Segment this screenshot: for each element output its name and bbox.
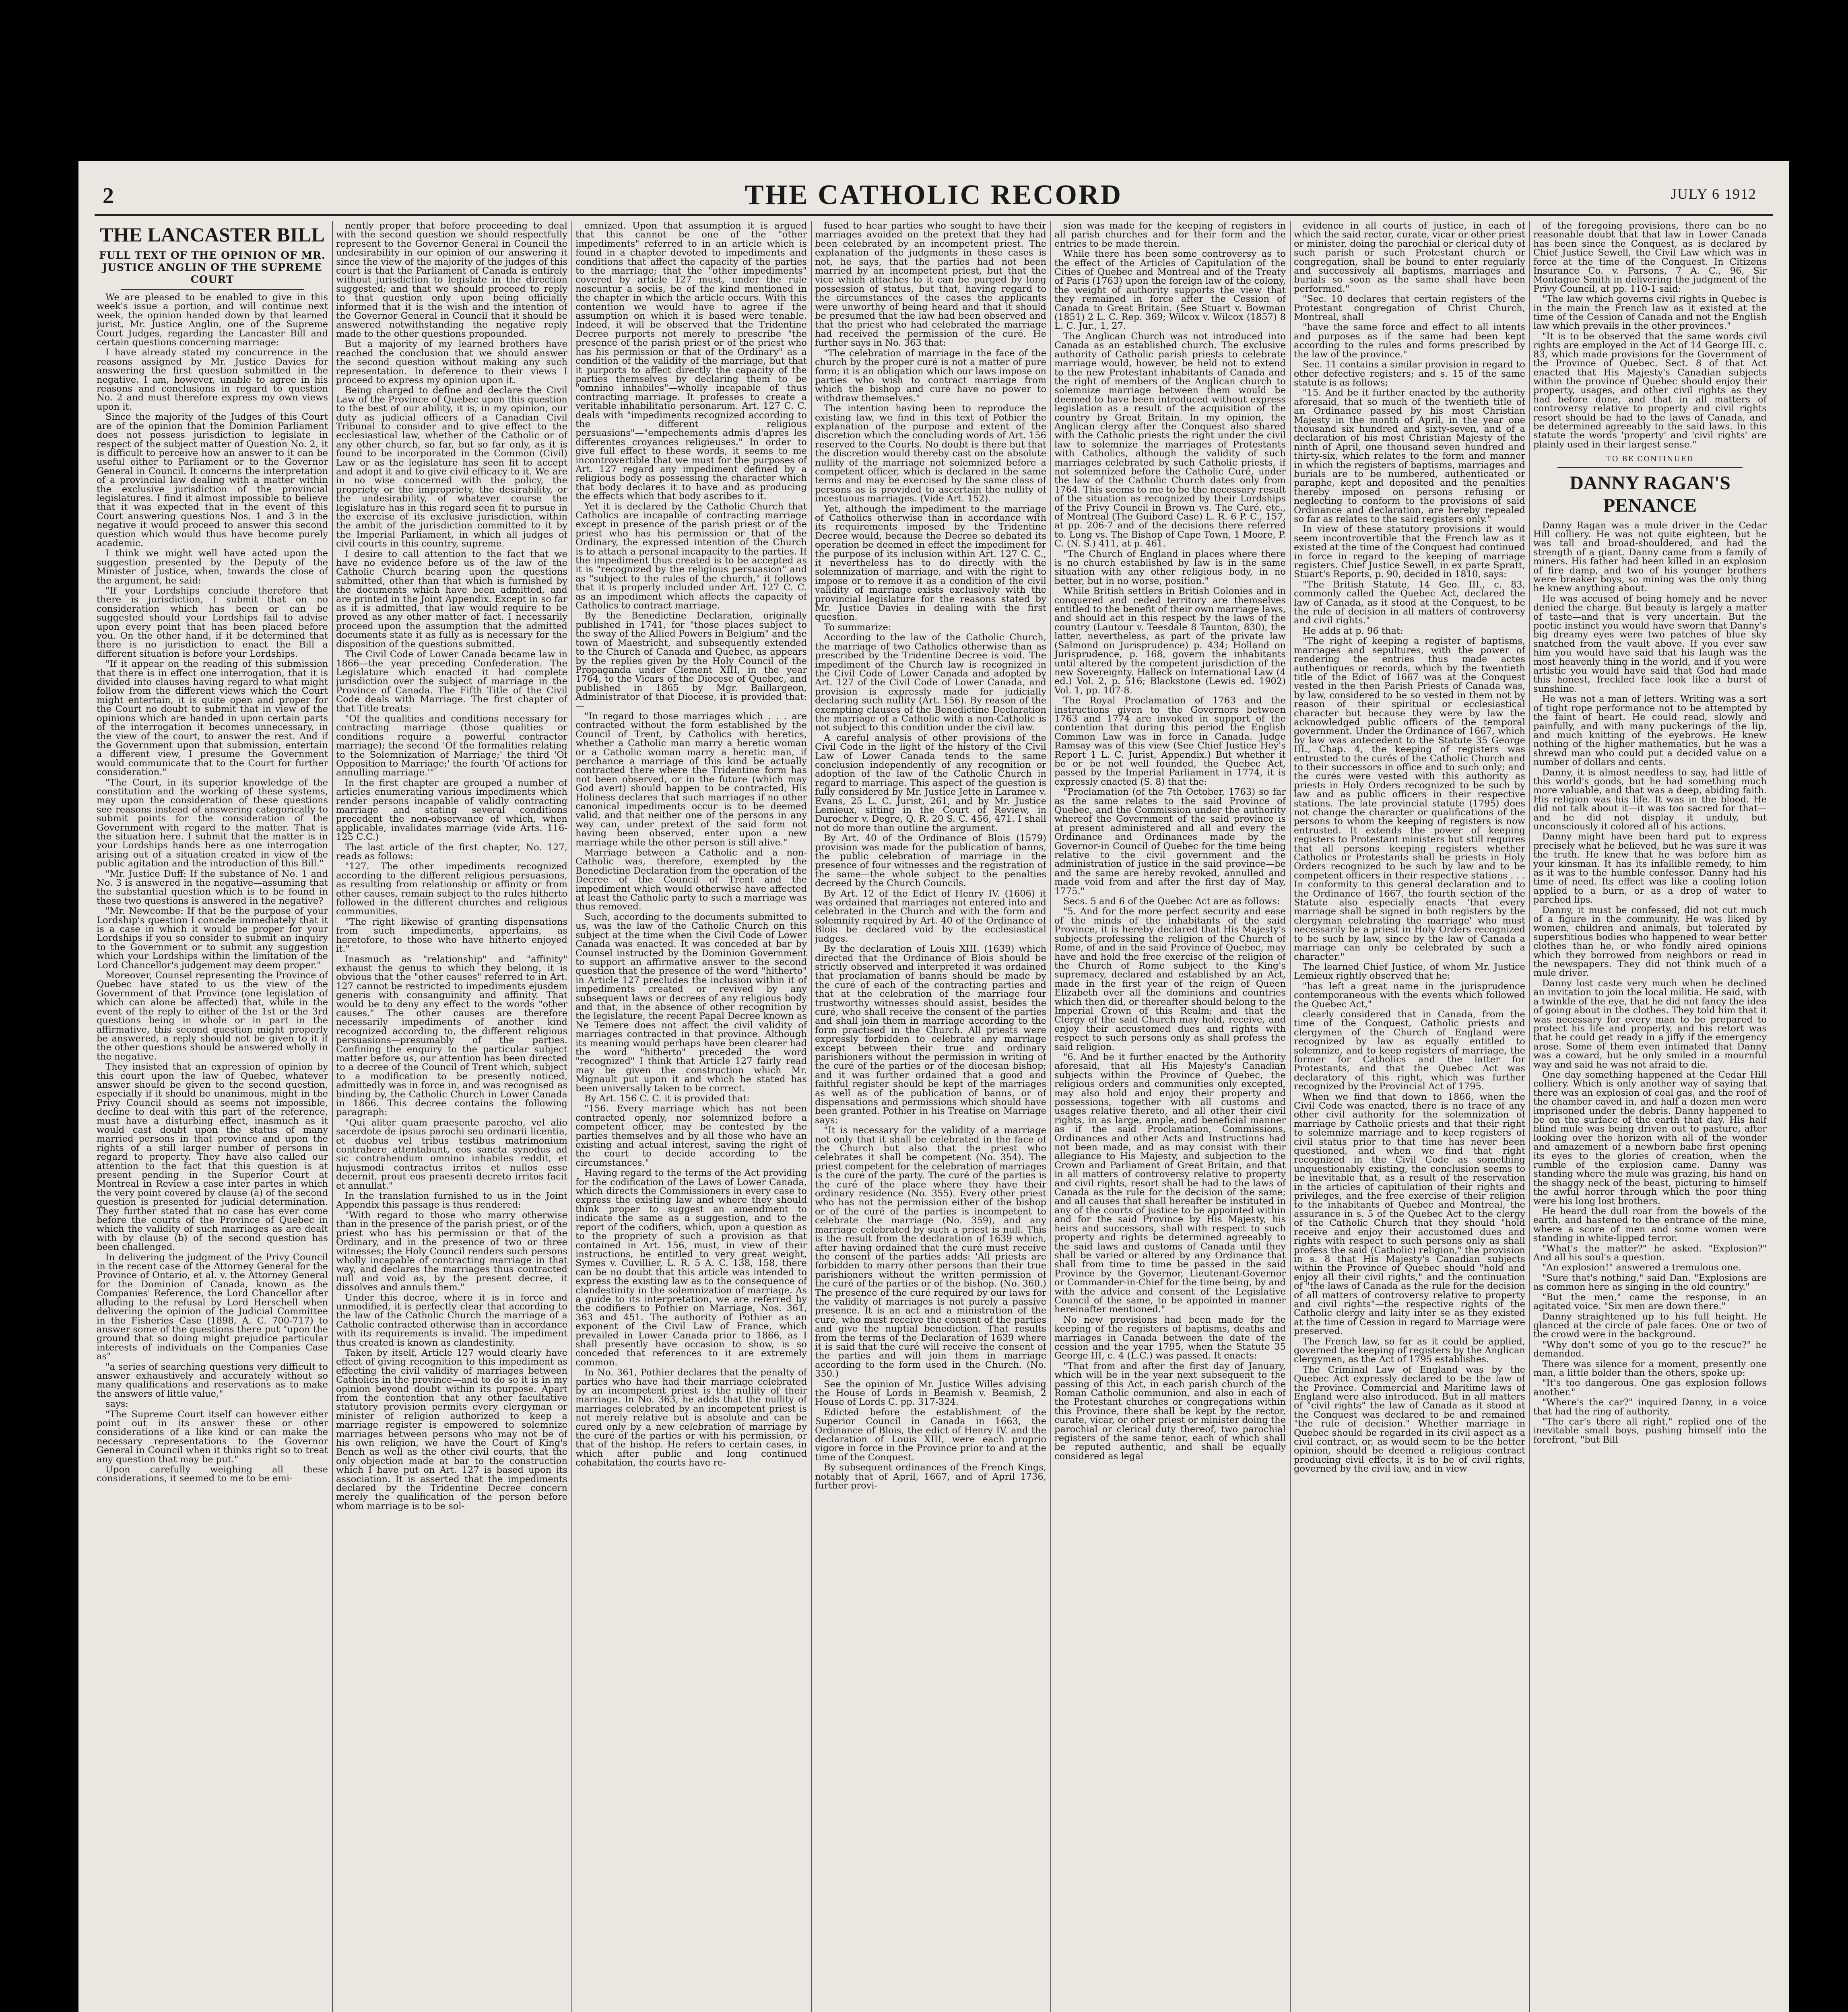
paragraph: Under this decree, where it is in force and unmodified, it is perfectly clear that according to the law of the Catholic Church the marriage of a Catholic contracted otherwise than in accordance with its requirements is invalid. The impediment thus created is known as clandestinity. bbox=[336, 1292, 567, 1348]
paragraph: "Mr. Justice Duff: If the substance of No. 1 and No. 3 is answered in the negative—assuming that the substantial question which is to be found in these two questions is answered in the negative? bbox=[97, 868, 328, 906]
to-be-continued: TO BE CONTINUED bbox=[1606, 455, 1694, 464]
paragraph: When we find that down to 1866, when the Civil Code was enacted, there is no trace of any other civil authority for the solemnization of marriage by Catholic priests and that their right to solemnize marriage and to keep registers of civil status prior to that time has never been questioned, and when we find that right recognized in the Civil Code as something unquestionably existing, the conclusion seems to be inevitable that, as a result of the reservation in the articles of capitulation of their rights and privileges, and the free exercise of their religion to the inhabitants of Quebec and Montreal, the assurance in s. 5 of the Quebec Act to the clergy of the Catholic Church that they should "hold receive and enjoy their accustomed dues and rights with respect to such persons only as shall profess the said (Catholic) religion," the provision in s. 8 that His Majesty's Canadian subjects within the Province of Quebec should "hold and enjoy all their civil rights," and the continuation of "the laws of Canada as the rule for the decision of all matters of controversy relative to property and civil rights"—the respective rights of the Catholic clergy and laity inter se as they existed at the time of Cession in regard to Marriage were preserved. bbox=[1294, 1091, 1525, 1337]
paragraph: Yet, although the impediment to the marriage of Catholics otherwise than in accordance with its requirements imposed by the Tridentine Decree would, because the Decree so debated its operation be deemed in effect the impediment for the purpose of its inclusion within Art. 127 C. C., it nevertheless has to do directly with the solemnization of marriage, and with the right to impose or to remove it as a condition of the civil validity of marriage exists exclusively with the provincial legislature for the reasons stated by Mr. Justice Davies in dealing with the first question. bbox=[815, 503, 1046, 623]
paragraph: Edicted before the establishment of the Superior Council in Canada in 1663, the Ordinance of Blois, the edict of Henry IV. and the declaration of Louis XIII, were each proprio vigore in force in the Province prior to and at the time of the Conquest. bbox=[815, 1407, 1046, 1463]
paragraph: According to the law of the Catholic Church, the marriage of two Catholics otherwise than as prescribed by the Tridentine Decree is void. The impediment of the Church law is recognized in the Civil Code of Lower Canada and adopted by Art. 127 of the Civil Code of Lower Canada, and provision is expressly made for judicially declaring such nullity (Art. 156). By reason of the exempting clauses of the Benedictine Declaration the marriage of a Catholic with a non-Catholic is not subject to this condition under the civil law. bbox=[815, 632, 1046, 733]
paragraph: The learned Chief Justice, of whom Mr. Justice Lemieux rightly observed that he: bbox=[1294, 961, 1525, 981]
column-divider bbox=[1050, 221, 1051, 2012]
paragraph: Moreover, Counsel representing the Province of Quebec have stated to us the view of the Government of that Province (one legislation of which can alone be affected) that, while in the event of the reply to either of the 1st or the 3rd questions being in whole or in part in the affirmative, this second question might properly be answered, a reply should not be given to it if the other questions should be answered wholly in the negative. bbox=[97, 970, 328, 1062]
paragraph: "If it appear on the reading of this submission that there is in effect one interrogation, that it is divided into clauses having regard to what might follow from the different views which the Court might entertain, it is quite open and proper for the Court no doubt to submit that in view of the opinions which are handed in upon certain parts of the interrogation it becomes unnecessary, in the view of the court, to answer the rest. And if the Government upon that submission, entertain a different view, I presume the Government would communicate that to the Court for further consideration." bbox=[97, 659, 328, 778]
paragraph: I desire to call attention to the fact that we have no evidence before us of the law of the Catholic Church bearing upon the questions submitted, other than that which is furnished by the documents which have been admitted, and are printed in the Joint Appendix. Except in so far as it is admitted, that law would require to be proved as any other matter of fact. I necessarily proceed upon the assumption that the admitted documents state it as fully as is necessary for the disposition of the questions submitted. bbox=[336, 548, 567, 649]
paragraph: Danny, it is almost needless to say, had little of this world's goods, but he had something much more valuable, and that was a deep, abiding faith. His religion was his life. It was in the blood. He did not talk about it—it was too sacred for that—and he did not display it unduly, but unconsciously it colored all of his actions. bbox=[1533, 767, 1767, 832]
paragraph: "It is to be observed that the same words civil rights are employed in the Act of 14 George III. c. 83, which made provisions for the Government of the Province of Quebec. Sect. 8 of that Act enacted that His Majesty's Canadian subjects within the province of Quebec should enjoy their property, usages, and other civil rights as they had before done, and that in all matters of controversy relative to property and civil rights resort should be had to the laws of Canada, and be determined agreeably to the said laws. In this statute the words 'property' and 'civil rights' are plainly used in their largest sense." bbox=[1533, 331, 1767, 450]
paragraph: The last article of the first chapter, No. 127, reads as follows: bbox=[336, 842, 567, 862]
paragraph: sion was made for the keeping of registers in all parish churches and for their form and the entries to be made therein. bbox=[1054, 221, 1286, 249]
paragraph: "In regard to those marriages which . . . are contracted without the form established by the Council of Trent, by Catholics with heretics, whether a Catholic man marry a heretic woman or a Catholic woman marry a heretic man, if perchance a marriage of this kind be actually contracted there where the Tridentine form has not been observed, or in the future (which may God avert) should happen to be contracted, His Holiness declares that such marriages if no other canonical impediments occur is to be deemed valid, and that neither one of the persons in any way can, under pretext of the said form not having been observed, enter upon a new marriage while the other person is still alive." bbox=[575, 711, 807, 848]
issue-date: JULY 6 1912 bbox=[1671, 186, 1757, 202]
paragraph: "An explosion!" answered a tremulous one. bbox=[1542, 1262, 1741, 1273]
paragraph: "Sec. 10 declares that certain registers of the Protestant congregation of Christ Church, Montreal, shall bbox=[1294, 294, 1525, 323]
paragraph: He adds at p. 96 that: bbox=[1303, 625, 1403, 636]
column-body-top bbox=[1533, 221, 1767, 449]
paragraph: Inasmuch as "relationship" and "affinity" exhaust the genus to which they belong, it is obvious that the "other causes" referred to in Art. 127 cannot be restricted to impediments ejusdem generis with consanguinity and affinity. That would be to deny any effect to the words "other causes." The other causes are therefore necessarily impediments of another kind recognized according to, the different religious persuasions—presumably of the parties. Confining the enquiry to the particular subject matter before us, our attention has been directed to a decree of the Council of Trent which, subject to a modification to be presently noticed, admittedly was in force in, and was recognised as binding by, the Catholic Church in Lower Canada in 1866. This decree contains the following paragraph: bbox=[336, 954, 567, 1118]
paragraph: "has left a great name in the jurisprudence contemporaneous with the events which followed the Quebec Act," bbox=[1294, 981, 1525, 1010]
column-divider bbox=[811, 221, 812, 2012]
column-body bbox=[1054, 221, 1286, 1461]
paragraph: Danny, it must be confessed, did not cut much of a figure in the community. He was liked by women, children and animals, but tolerated by superstitious bodies who happened to wear better clothes than he, or who fondly aired opinions which they borrowed from neighbors or read in the newspapers. They did not think much of a mule driver. bbox=[1533, 905, 1767, 979]
article-subhead: FULL TEXT OF THE OPINION OF MR. JUSTICE ANGLIN OF THE SUPREME COURT bbox=[99, 249, 326, 285]
paragraph: But a majority of my learned brothers have reached the conclusion that we should answer the second question without making any such representation. In deference to their views I proceed to express my opinion upon it. bbox=[336, 339, 567, 385]
paragraph: By Art. 40 of the Ordinance of Blois (1579) provision was made for the publication of banns, the public celebration of marriage in the presence of four witnesses and the registration of the same—the whole subject to the penalties decreed by the Church Councils. bbox=[815, 833, 1046, 889]
paragraph: "The Court, in its superior knowledge of the constitution and the working of these systems, may upon the consideration of these questions see reasons instead of answering categorically to submit points for the consideration of the Government with regard to the matter. That is the situation here. I submit that the matter is in your Lordships hands here as one interrogation arising out of a situation created in view of the public agitation and the introduction of this Bill." bbox=[97, 777, 328, 869]
paragraph: Danny straightened up to his full height. He glanced at the circle of pale faces. One or two of the crowd were in the background. bbox=[1533, 1311, 1767, 1340]
paragraph: "Where's the car?" inquired Danny, in a voice that had the ring of authority. bbox=[1533, 1397, 1767, 1417]
column-body bbox=[815, 221, 1046, 1490]
newspaper-title: THE CATHOLIC RECORD bbox=[745, 179, 1123, 210]
column-5 bbox=[1054, 221, 1286, 2012]
paragraph: While British settlers in British Colonies and in conquered and ceded territory are themselves entitled to the benefit of their own marriage laws, and should act in this respect by the laws of the country (Lautour v. Teesdale 8 Taunton, 830), the latter, nevertheless, as part of the private law (Salmond on Jurisprudence) p. 434; Holland on Jurisprudence, p. 168, govern the inhabitants until altered by the competent jurisdiction of the new Sovereignty. Halleck on International Law (4 ed.) Vol. 2, p. 516; Blackstone (Lewis ed. 1902) Vol. 1, pp. 107-8. bbox=[1054, 586, 1286, 696]
column-3 bbox=[575, 221, 807, 2012]
paragraph: Danny Ragan was a mule driver in the Cedar Hill colliery. He was not quite eighteen, but he was tall and broad-shouldered, and had the strength of a giant. Danny came from a family of miners. His father had been killed in an explosion of fire damp, and two of his younger brothers were breaker boys, so mining was the only thing he knew anything about. bbox=[1533, 520, 1767, 594]
paragraph: There was silence for a moment, presently one man, a little bolder than the others, spoke up: bbox=[1533, 1359, 1767, 1378]
masthead-rule bbox=[95, 214, 1773, 216]
paragraph: nently proper that before proceeding to deal with the second question we should respectfully represent to the Governor General in Council the undesirability in our opinion of our answering it since the view of the majority of the judges of this court is that the Parliament of Canada is entirely without jurisdiction to legislate in the direction suggested; and that we should proceed to reply to that question only upon being officially informed that it is the wish and the intention of the Governor General in Council that it should be answered notwithstanding the negative reply made to the other questions propounded. bbox=[336, 221, 567, 339]
masthead bbox=[95, 179, 1773, 213]
paragraph: Danny lost caste very much when he declined an invitation to join the local militia. He said, with a twinkle of the eye, that he did not fancy the idea of going about in the clothes. They told him that it was necessary for every man to be prepared to protect his life and property, and his retort was that he could get ready in a jiffy if the emergency arose. Some of them even intimated that Danny was a coward, but he only smiled in a mournful way and said he was not afraid to die. bbox=[1533, 978, 1767, 1070]
paragraph: "15. And be it further enacted by the authority aforesaid, that so much of the twentieth title of an Ordinance passed by his most Christian Majesty in the month of April, in the year one thousand six hundred and sixty-seven, and of a declaration of his most Christian Majesty of the ninth of April, one thousand seven hundred and thirty-six, which relates to the form and manner in which the registers of baptisms, marriages and burials are to be numbered, authenticated or paraphe, kept and deposited and the penalties thereby imposed on persons refusing or neglecting to conform to the provisions of said Ordinance and declaration, are hereby repealed so far as relates to the said registers only." bbox=[1294, 388, 1525, 524]
paragraph: "The car's there all right," replied one of the inevitable small boys, pushing himself into the forefront, "but Bill bbox=[1533, 1416, 1767, 1445]
paragraph: In No. 361, Pothier declares that the penalty of parties who have had their marriage celebrated by an incompetent priest is the nullity of their marriage. In No. 363, he adds that the nullity of marriages celebrated by an incompetent priest is not merely relative but is absolute and can be cured only by a new celebration of marriage by the curé of the parties or with his permission, or that of the bishop. He refers to certain cases, in which after public and long continued cohabitation, the courts have re- bbox=[575, 1367, 807, 1468]
paragraph: See the opinion of Mr. Justice Willes advising the House of Lords in Beamish v. Beamish, 2 House of Lords C. pp. 317-324. bbox=[815, 1379, 1046, 1408]
story-divider bbox=[1557, 467, 1743, 468]
paragraph: Having regard to the terms of the Act providing for the codification of the Laws of Lower Canada, which directs the Commissioners in every case to express the existing law and where they should think proper to suggest an amendment to indicate the same as a suggestion, and to the report of the codifiers, which, upon a question as to the propriety of such a provision as that contained in Art. 156, must, in view of their instructions, be entitled to very great weight, Symes v. Cuvillier, L. R. 5 A. C. 138, 158, there can be no doubt that this article was intended to express the existing law as to the consequence of clandestinity in the solemnization of marriage. As a guide to its interpretation, we are referred by the codifiers to Pothier on Marriage, Nos. 361, 363 and 451. The authority of Pothier as an exponent of the Civil Law of France, which prevailed in Lower Canada prior to 1866, as I shall presently have occasion to show, is so conceded that references to it are extremely common. bbox=[575, 1168, 807, 1368]
column-body bbox=[575, 221, 807, 1468]
paragraph: "That from and after the first day of January, which will be in the year next subsequent to the passing of this Act, in each parish church of the Roman Catholic communion, and also in each of the Protestant churches or congregations within this Province, there shall be kept by the rector, curate, vicar, or other priest or minister doing the parochial or clerical duty thereof, two parochial registers of the same tenor, each of which shall be reputed authentic, and shall be equally considered as legal bbox=[1054, 1361, 1286, 1462]
newspaper-page bbox=[78, 161, 1789, 2012]
paragraph: "Mr. Newcombe: If that be the purpose of your Lordship's question I concede immediately that it is a case in which it would be proper for your Lordships if you so consider to submit an inquiry to the Government or to submit any suggestion which your Lordships within the limitation of the Lord Chancellor's judgement may deem proper." bbox=[97, 906, 328, 971]
paragraph: In delivering the judgment of the Privy Council in the recent case of the Attorney General for the Province of Ontario, et al. v. the Attorney General for the Dominion of Canada, known as the Companies' Reference, the Lord Chancellor after alluding to the refusal by Lord Herschell when delivering the opinion of the Judicial Committee in the Fisheries Case (1898, A. C. 700-717) to answer some of the questions there put "upon the ground that so doing might prejudice particular interests of individuals on the Companies Case as" bbox=[97, 1252, 328, 1362]
column-divider bbox=[1529, 221, 1530, 2012]
paragraph: While there has been some controversy as to the effect of the Articles of Capitulation of the Cities of Quebec and Montreal and of the Treaty of Paris (1763) upon the foreign law of the colony, the weight of authority supports the view that they remained in force after the Cession of Canada to Great Britain. (See Stuart v. Bowman (1851) 2 L. C. Rep. 369; Wilcox v. Wilcox (1857) 8 L. C. Jur., 1, 27. bbox=[1054, 249, 1286, 332]
paragraph: By the Benedictine Declaration, originally published in 1741, for "those places subject to the sway of the Allied Powers in Belgium" and the town of Maestricht, and subsequently extended to the Church of Canada and Quebec, as appears by the replies given by the Holy Council of the Propaganda under Clement XIII, in the year 1764, to the Vicars of the Diocese of Quebec, and published in 1865 by Mgr. Baillargeon, Administrator of that Diocese, it is provided that:— bbox=[575, 610, 807, 711]
column-body bbox=[1294, 221, 1525, 1474]
paragraph: Being charged to define and declare the Civil Law of the Province of Quebec upon this question to the best of our ability, it is, in my opinion, our duty as judicial officers of a Canadian Civil Tribunal to consider and to give effect to the ecclesiastical law, whether of the Catholic or of any other church, so far, but so far only, as it is found to be incorporated in the Common (Civil) Law or as the legislature has seen fit to accept and adopt it and to give civil efficacy to it. We are in no wise concerned with the policy, the propriety or the impropriety, the desirability, or the undesirability, of whatever course the legislature has in this regard seen fit to pursue in the exercise of its exclusive jurisdiction, within the ambit of the jurisdiction committed to it by the Imperial Parliament, in which all judges of civil courts in this country, supreme. bbox=[336, 385, 567, 549]
paragraph: I think we might well have acted upon the suggestion presented by the Deputy of the Minister of Justice, when, towards the close of the argument, he said: bbox=[97, 548, 328, 586]
paragraph: They insisted that an expression of opinion by this court upon the law of Quebec, whatever answer should be given to the second question, especially if it should be unanimous, might in the Privy Council should as seems not impossible, decline to deal with this part of the reference, must have a disturbing effect, inasmuch as it would cast doubt upon the status of many married persons in that province and upon the rights of a still larger number of persons in regard to property. They have also called our attention to the fact that this question is at present pending in the Superior Court at Montreal in Review a case inter partes in which the very point covered by clause (a) of the second question is presented for judicial determination. They further stated that no case has ever come before the courts of the Province of Quebec in which the validity of such marriages as are dealt with by clause (b) of the second question has been challenged. bbox=[97, 1062, 328, 1253]
paragraph: By Art. 156 C. C. it is provided that: bbox=[584, 1093, 750, 1104]
paragraph: "6. And be it further enacted by the Authority aforesaid, that all His Majesty's Canadian subjects within the Province of Quebec, the religious orders and communities only excepted, may also hold and enjoy their property and possessions, together with all customs and usages relative thereto, and all other their civil rights, in as large, ample, and beneficial manner as if the said Proclamation, Commissions, Ordinances and other Acts and Instructions had not been made, and as may consist with their allegiance to His Majesty, and subjection to the Crown and Parliament of Great Britain, and that in all matters of controversy relative to property and civil rights, resort shall be had to the laws of Canada as the rule for the decision of the same; and all causes that shall hereafter be instituted in any of the courts of justice to be appointed within and for the said Province by His Majesty, his heirs and successors, shall with respect to such property and rights be determined agreeably to the said laws and customs of Canada until they shall be varied or altered by any Ordinance that shall from time to time be passed in the said Province by the Governor, Lieutenant-Governor or Commander-in-Chief for the time being, by and with the advice and consent of the Legislative Council of the same, to be appointed in manner hereinafter mentioned." bbox=[1054, 1051, 1286, 1315]
paragraph: No new provisions had been made for the keeping of the registers of baptisms, deaths and marriages in Canada between the date of the cession and the year 1795, when the Statute 35 George III, c. 4 (L.C.) was passed. It enacts: bbox=[1054, 1314, 1286, 1361]
paragraph: of the foregoing provisions, there can be no reasonable doubt that that law in Lower Canada has been since the Conquest, as is declared by Chief Justice Sewell, the Civil Law which was in force at the time of the Conquest. In Citizens Insurance Co. v. Parsons, 7 A. C., 96, Sir Montague Smith in delivering the judgment of the Privy Council, at pp. 110-1 said: bbox=[1533, 221, 1767, 294]
paragraph: "The Church of England in places where there is no church established by law is in the same situation with any other religious body, in no better, but in no worse, position." bbox=[1054, 548, 1286, 586]
paragraph: Taken by itself, Article 127 would clearly have effect of giving recognition to this impediment as effecting the civil validity of marriages between Catholics in the province—and to do so it is in my opinion beyond doubt within its purpose. Apart from the contention that any other facultative statutory provision permits every clergyman or minister of religion authorized to keep a marriage register is empowered to solemnize marriages between persons who may not be of his own religion, we have the Court of King's Bench as well as the other civil courts, that the only objection made at bar to the construction which I have put on Art. 127 is based upon its association. It is asserted that the impediments declared by the Tridentine Decree concern merely the qualification of the person before whom marriage is to be sol- bbox=[336, 1347, 567, 1511]
paragraph: fused to hear parties who sought to have their marriages avoided on the pretext that they had been celebrated by an incompetent priest. The explanation of the judgments in these cases is not, he says, that the parties had not been married by an incompetent priest, but that the vice which attaches to it can be purged by long possession of status, but that, having regard to the circumstances of the cases the applicants were unworthy of being heard and that it should be presumed that the law had been observed and that the priest who had celebrated the marriage had received the permission of the curé. He further says in No. 363 that: bbox=[815, 221, 1046, 348]
paragraph: One day something happened at the Cedar Hill colliery. Which is only another way of saying that there was an explosion of coal gas, and the roof of the chamber caved in, and half a dozen men were imprisoned under the debris. Danny happened to be on the surface of the earth that day. His half blind mule was being driven out to pasture, after looking over the horizon with all of the wonder and amazement of a newborn babe first opening its eyes to the glories of creation, when the rumble of the explosion came. Danny was standing where the mule was grazing, his hand on the shaggy neck of the beast, picturing to himself the awful horror through which the poor thing were his long lost brothers. bbox=[1533, 1069, 1767, 1206]
paragraph: "127. The other impediments recognized according to the different religious persuasions, as resulting from relationship or affinity or from other causes, remain subject to the rules hitherto followed in the different churches and religious communities. bbox=[336, 861, 567, 917]
paragraph: The Anglican Church was not introduced into Canada as an established church. The exclusive authority of Catholic parish priests to celebrate marriage would, however, be held not to extend to the new Protestant inhabitants of Canada and the right of members of the Anglican church to solemnize marriage between them would be deemed to have been introduced without express legislation as a result of the acquisition of the country by Great Britain. In my opinion, the Anglican clergy after the Conquest also shared with the Catholic priests the right under the civil law to solemnize the marriages of Protestants with Catholics, although the validity of such marriages celebrated by such Catholic priests, if not solemnized before the Catholic Curé, under the law of the Catholic Church dates only from 1764. This seems to me to be the necessary result of the situation as recognized by their Lordships of the Privy Council in Brown vs. The Curé, etc., of Montreal (The Guibord Case) L. R. 6 P. C., 157, at pp. 206-7 and of the decisions there referred to. Long vs. The Bishop of Cape Town, 1 Moore, P. C. (N. S.) 411, at p. 461. bbox=[1054, 331, 1286, 549]
paragraph: "Of the qualities and conditions necessary for contracting marriage (those qualities or conditions require a powerful contractor marriage); the second 'Of the formalities relating to the Solemnization of Marriage;' the third 'Of Opposition to Marriage;' the fourth 'Of actions for annulling marriage.'" bbox=[336, 713, 567, 778]
paragraph: "have the same force and effect to all intents and purposes as if the same had been kept according to the rules and forms prescribed by the law of the province." bbox=[1294, 322, 1525, 360]
paragraph: The Royal Proclamation of 1763 and the instructions given to the Governors between 1763 and 1774 are invoked in support of the contention that during this period the English Common Law was in force in Canada. Judge Ramsay was of this view (See Chief Justice Hey's Report 1 L. C. Jurist, Appendix.) But whether it be or be not well founded, the Quebec Act, passed by the Imperial Parliament in 1774, it is expressly enacted (S. 8) that the: bbox=[1054, 695, 1286, 787]
paragraph: In the translation furnished to us in the Joint Appendix this passage is thus rendered: bbox=[336, 1191, 567, 1210]
paragraph: evidence in all courts of justice, in each of which the said rector, curate, vicar or other priest or minister, doing the parochial or clerical duty of such parish or such Protestant church or congregation, shall be bound to enter regularly and successively all baptisms, marriages and burials so soon as the same shall have been performed." bbox=[1294, 221, 1525, 294]
headline-divider bbox=[121, 289, 304, 290]
column-6 bbox=[1294, 221, 1525, 2012]
column-1 bbox=[97, 221, 328, 2012]
paragraph: clearly considered that in Canada, from the time of the Conquest, Catholic priests and clergymen of the Church of England were recognized by law as equally entitled to solemnize, and to keep registers of marriage, the former for Catholics and the latter for Protestants, and that the Quebec Act was declaratory of this right, which was further recognized by the Provincial Act of 1795. bbox=[1294, 1009, 1525, 1092]
paragraph: "Sure that's nothing," said Dan. "Explosions are as common here as singing in the old country." bbox=[1533, 1272, 1767, 1293]
paragraph: "The British Statute, 14 Geo. III., c. 83, commonly called the Quebec Act, declared the law of Canada, as it stood at the Conquest, to be the rule of decision in all matters of controversy and civil rights." bbox=[1294, 579, 1525, 626]
paragraph: "It is necessary for the validity of a marriage not only that it shall be celebrated in the face of the Church but also that the priest who celebrates it shall be competent (No. 354). The priest competent for the celebration of marriages is the curé of the party. The curé of the parties is the curé of the place where they have their ordinary residence (No. 355). Every other priest who has not the permission either of the bishop or of the curé of the parties is incompetent to celebrate the marriage (No. 359), and any marriage celebrated by such a priest is null. This is the result from the declaration of 1639 which, after having ordained that the curé must receive the consent of the parties adds: 'All priests are forbidden to marry other persons than their true parishioners without the written permission of the curé of the parties or of the bishop. (No. 360.) The presence of the curé required by our laws for the validity of marriages is not purely a passive presence. It is an act and a ministration of the curé, who must receive the consent of the parties and give the nuptial benediction. That results from the terms of the Declaration of 1639 where it is said that the curé will receive the consent of the parties and will join them in marriage according to the form used in the Church. (No. 350.) bbox=[815, 1125, 1046, 1379]
paragraph: We are pleased to be enabled to give in this week's issue a portion, and will continue next week, the opinion handed down by that learned jurist, Mr. Justice Anglin, one of the Supreme Court Judges, regarding the Lancaster Bill and certain questions concerning marriage: bbox=[97, 292, 328, 348]
paragraph: In the first chapter are grouped a number of articles enumerating various impediments which render persons incapable of validly contracting marriage and stating several conditions precedent the non-observance of which, when applicable, invalidates marriage (vide Arts. 116-125 C.C.) bbox=[336, 777, 567, 843]
column-2 bbox=[336, 221, 567, 2012]
paragraph: "But the men," came the response, in an agitated voice. "Six men are down there." bbox=[1533, 1292, 1767, 1312]
paragraph: "It's too dangerous. One gas explosion follows another." bbox=[1533, 1378, 1767, 1398]
paragraph: Upon carefully weighing all these considerations, it seemed to me to be emi- bbox=[97, 1464, 328, 1484]
paragraph: "The right likewise of granting dispensations from such impediments, appertains, as heretofore, to those who have hitherto enjoyed it." bbox=[336, 916, 567, 954]
column-body bbox=[97, 293, 328, 1483]
column-divider bbox=[571, 221, 572, 2012]
paragraph: The Criminal Law of England was by the Quebec Act expressly declared to be the law of the Province. Commercial and Maritime laws of England were also introduced. But in all matters of "civil rights" the law of Canada as it stood at the Conquest was declared to be and remained "the rule of decision." Whether marriage in Quebec should be regarded in its civil aspect as a civil contract, or, as would seem to be the better opinion, should be deemed a religious contract producing civil effects, it is to be of civil rights, governed by the civil law, and in view bbox=[1294, 1364, 1525, 1474]
paragraph: A careful analysis of other provisions of the Civil Code in the light of the history of the Civil Law of Lower Canada tends to the same conclusion independently of any recognition or adoption of the law of the Catholic Church in regard to marriage. This aspect of the question is fully considered by Mr. Justice Jette in Laramee v. Evans, 25 L. C. Jurist, 261, and by Mr. Justice Lemieux, sitting in the Court of Review, in Durocher v. Degre, Q. R. 20 S. C. 456, 471. I shall not do more than outline the argument. bbox=[815, 732, 1046, 833]
paragraph: The Civil Code of Lower Canada became law in 1866—the year preceding Confederation. The Legislature which enacted it had complete jurisdiction over the subject of marriage in the Province of Canada. The Fifth Title of the Civil Code deals with Marriage. The first chapter of that Title treats: bbox=[336, 649, 567, 714]
paragraph: Danny might have been hard put to express precisely what he believed, but he was sure it was the truth. He knew that he was before him as your kinsman. It has its infallible remedy, to him as it was to the humble confessor. Danny had his time of need. Its effect was like a cooling lotion applied to a burn, or as a drop of water to parched lips. bbox=[1533, 831, 1767, 905]
paragraph: emnized. Upon that assumption it is argued that this cannot be one of the "other impediments" referred to in an article which is found in a chapter devoted to impediments and conditions that affect the capacity of the parties to the marriage; that the "other impediments" covered by article 127 must, under the rule noscuntur a sociis, be of the kind mentioned in the chapter in which the article occurs. With this contention we would have to agree if the assumption on which it is based were tenable. Indeed, it will be observed that the Tridentine Decree purports not merely to prescribe "the presence of the parish priest or of the priest who has his permission or that of the Ordinary" as a condition of the validity of the marriage, but that it purports to affect directly the capacity of the parties themselves by declaring them to be "omnino inhabiles"—wholly incapable of thus contracting marriage. It professes to create a veritable inhabilitatio personarum. Art. 127 C. C. deals with "impediments recognized according to the different religious persuasions"—"empechements admis d'apres les differentes croyances religieuses." In order to give full effect to these words, it seems to me incontrovertible that we must for the purposes of Art. 127 regard any impediment defined by a religious body as possessing the character which that body declares it to have and as producing the effects which that body ascribes to it. bbox=[575, 221, 807, 502]
paragraph: "The Supreme Court itself can however either point out in its answer these or other considerations of a like kind or can make the necessary representations to the Governor General in Council when it thinks right so to treat any question that may be put." bbox=[97, 1409, 328, 1465]
paragraph: He heard the dull roar from the bowels of the earth, and hastened to the entrance of the mine, where a score of men and some women were standing in white-lipped terror. bbox=[1533, 1206, 1767, 1244]
paragraph: "a series of searching questions very difficult to answer exhaustively and accurately without so many qualifications and reservations as to make the answers of little value," bbox=[97, 1361, 328, 1399]
column-divider bbox=[332, 221, 333, 2012]
paragraph: "With regard to those who marry otherwise than in the presence of the parish priest, or of the priest who has his permission or that of the Ordinary, and in the presence of two or three witnesses; the Holy Council renders such persons wholly incapable of contracting marriage in that way, and declares the marriages thus contracted null and void as, by the present decree, it dissolves and annuls them." bbox=[336, 1210, 567, 1293]
paragraph: "The right of keeping a register of baptisms, marriages and sepultures, with the power of rendering the entries thus made actes authentiques or records, which by the twentieth title of the Edict of 1667 was at the Conquest vested in the then Parish Priests of Canada was, by law, considered to be so vested in them not by reason of their spiritual or ecclesiastical character but because they were by law the acknowledged public officers of the temporal government. Under the Ordinance of 1667, which by law was antecedent to the Statute 35 George III., Chap. 4, the keeping of registers was entrusted to the curés of the Catholic Church and to their successors in office and to such only; and the curés were vested with this authority as priests in Holy Orders recognized to be such by law and as public officers in their respective stations. The late provincial statute (1795) does not change the character or qualifications of the persons to whom the keeping of registers is now entrusted. It extends the power of keeping registers to Protestant ministers but still requires that all persons keeping registers whether Catholics or Protestants shall be priests in Holy Orders recognized to be such by law and to be competent officers in their respective stations . . . In conformity to this general declaration and to the Ordinance of 1667, the fourth section of the Statute also especially enacts 'that every marriage shall be signed in both registers by the clergyman celebrating the marriage' who must necessarily be a priest in Holy Orders recognized to be such by law, since by the law of Canada a marriage can only be celebrated by such a character." bbox=[1294, 636, 1525, 962]
paragraph: By subsequent ordinances of the French Kings, notably that of April, 1667, and of April 1736, further provi- bbox=[815, 1462, 1046, 1491]
paragraph: "156. Every marriage which has not been contracted openly, nor solemnized before a competent officer, may be contested by the parties themselves and by all those who have an existing and actual interest, saving the right of the court to decide according to the circumstances." bbox=[575, 1103, 807, 1168]
paragraph: "The celebration of marriage in the face of the church by the proper curé is not a matter of pure form; it is an obligation which our laws impose on parties who wish to contract marriage from which the bishop and curé have no power to withdraw themselves." bbox=[815, 348, 1046, 404]
paragraph: The intention having been to reproduce the existing law, we find in this text of Pothier the explanation of the purpose and extent of the discretion which the concluding words of Art. 156 reserved to the Courts. No doubt is there but that the discretion would thereby cast on the absolute nullity of the marriage not solemnized before a competent officer, which is declared in the same terms and may be exercised by the same class of persons as is provided to ascertain the nullity of incestuous marriages. (Vide Art. 152). bbox=[815, 403, 1046, 504]
column-body bbox=[336, 221, 567, 1511]
paragraph: By the declaration of Louis XIII. (1639) which directed that the Ordinance of Blois should be strictly observed and interpreted it was ordained that proclamation of banns should be made by the curé of each of the contracting parties and that at the celebration of the marriage four trustworthy witnesses should assist, besides the curé, who shall receive the consent of the parties and shall join them in marriage according to the form practised in the Church. All priests were expressly forbidden to celebrate any marriage except between their true and ordinary parishioners without the permission in writing of the curé of the parties or of the diocesan bishop; and it was further ordained that a good and faithful register should be kept of the marriages as well as of the publication of banns, or of dispensations and permissions which should have been granted. Pothier in his Treatise on Marriage says: bbox=[815, 944, 1046, 1126]
paragraph: "If your Lordships conclude therefore that there is jurisdiction, I submit that on no consideration which has been or can be suggested should your Lordships fail to advise upon every point that has been placed before you. On the other hand, if it be determined that there is no jurisdiction to enact the Bill a different situation is before your Lordships. bbox=[97, 585, 328, 659]
paragraph: Marriage between a Catholic and a non-Catholic was, therefore, exempted by the Benedictine Declaration from the operation of the Decree of the Council of Trent and the impediment which would otherwise have affected at least the Catholic party to such a marriage was thus removed. bbox=[575, 847, 807, 912]
column-4 bbox=[815, 221, 1046, 2012]
column-divider bbox=[1290, 221, 1291, 2012]
article-headline: THE LANCASTER BILL bbox=[100, 223, 325, 246]
paragraph: By Art. 12 of the Edict of Henry IV. (1606) it was ordained that marriages not entered into and celebrated in the Church and with the form and solemnity required by Art. 40 of the Ordinance of Blois be declared void by the ecclesiastical judges. bbox=[815, 888, 1046, 944]
paragraph: He was accused of being homely and he never denied the charge. But beauty is largely a matter of taste—and that is very uncertain. But the poetic instinct you would have sworn that Danny's big dreamy eyes were two patches of blue sky snatched from the vault above. If you ever saw him you would have said that his laugh was the most heavenly thing in the world, and if you were artistic you would have said that God had made this honest, freckled face look like a burst of sunshine. bbox=[1533, 593, 1767, 694]
paragraph: Yet it is declared by the Catholic Church that Catholics are incapable of contracting marriage except in presence of the parish priest or of the priest who has his permission or that of the Ordinary, the expressed intention of the Church is to attach a personal incapacity to the parties. If the impediment thus created is to be accepted as it is "recognized by the religious persuasion" and as "subject to the rules of the church," it follows that it is properly included under Art. 127 C. C. as an impediment which affects the capacity of Catholics to contract marriage. bbox=[575, 501, 807, 611]
paragraph: "What's the matter?" he asked. "Explosion?" And all his soul's a question. bbox=[1533, 1243, 1767, 1263]
paragraph: In view of these statutory provisions it would seem incontrovertible that the French law as it existed at the time of the Conquest had continued in force in regard to the keeping of marriage registers. Chief Justice Sewell, in ex parte Spratt, Stuart's Reports, p. 90, decided in 1810, says: bbox=[1294, 524, 1525, 580]
paragraph: "Why don't some of you go to the rescue?" he demanded. bbox=[1533, 1339, 1767, 1359]
paragraph: "Qui aliter quam praesente parocho, vel alio sacerdote de ipsius parochi seu ordinarii licentia, et duobus vel tribus testibus matrimonium contrahere attentabunt, eos sancta synodus ad sic contrahendum omnino inhabiles reddit, et hujusmodi contractus irritos et nullos esse decernit, prout eos praesenti decreto irritos facit et annullat." bbox=[336, 1117, 567, 1191]
page-number: 2 bbox=[103, 183, 114, 208]
paragraph: He was not a man of letters. Writing was a sort of tight rope performance not to be attempted by the faint of heart. He could read, slowly and painfully, and with many puckerings of the lip, and much knitting of the eyebrows. He knew nothing of the higher mathematics, but he was a shrewd man who could put a decided value on a number of dollars and cents. bbox=[1533, 694, 1767, 768]
paragraph: "5. And for the more perfect security and ease of the minds of the inhabitants of the said Province, it is hereby declared that His Majesty's subjects professing the religion of the Church of Rome, of and in the said Province of Quebec, may have and hold the free exercise of the religion of the Church of Rome subject to the King's supremacy, declared and established by an Act, made in the first year of the reign of Queen Elizabeth over all the dominions and countries which then did, or thereafter should belong to the Imperial Crown of this Realm; and that the Clergy of the said Church may hold, receive, and enjoy their accustomed dues and rights with respect to such persons only as shall profess the said religion. bbox=[1054, 906, 1286, 1052]
paragraph: The French law, so far as it could be applied, governed the keeping of registers by the Anglican clergymen, as the Act of 1795 establishes. bbox=[1294, 1336, 1525, 1365]
paragraph: "The law which governs civil rights in Quebec is in the main the French law as it existed at the time of the Cession of Canada and not the English law which prevails in the other provinces." bbox=[1533, 294, 1767, 332]
column-body-bottom bbox=[1533, 521, 1767, 1445]
paragraph: Such, according to the documents submitted to us, was the law of the Catholic Church on this subject at the time when the Civil Code of Lower Canada was enacted. It was conceded at bar by Counsel instructed by the Dominion Government to support an affirmative answer to the second question that the presence of the word "hitherto" in Article 127 precludes the inclusion within it of impediments created or revived by any subsequent laws or decrees of any religious body and that, in the absence of other recognition by the legislature, the recent Papal Decree known as Ne Temere does not affect the civil validity of marriages contracted in that province. Although its meaning would perhaps have been clearer had the word "hitherto" preceded the word "recognized" I think that Article 127 fairly read may be given the construction which Mr. Mignault put upon it and which he stated has been universally taken to be correct. bbox=[575, 911, 807, 1094]
paragraph: To summarize: bbox=[824, 622, 891, 633]
paragraph: Secs. 5 and 6 of the Quebec Act are as follows: bbox=[1063, 896, 1280, 907]
paragraph: Since the majority of the Judges of this Court are of the opinion that the Dominion Parliament does not possess jurisdiction to legislate in respect of the subject matter of Question No. 2, it is difficult to perceive how an answer to it can be useful either to Parliament or to the Governor General in Council. It concerns the interpretation of a provincial law dealing with a matter within the exclusive jurisdiction of the provincial legislatures. I find it almost impossible to believe that it was expected that in the event of this Court answering questions Nos. 1 and 3 in the negative it would proceed to answer this second question which would thus have become purely academic. bbox=[97, 412, 328, 548]
column-7 bbox=[1533, 221, 1767, 2012]
story-headline: DANNY RAGAN'S PENANCE bbox=[1570, 472, 1730, 516]
paragraph: "Proclamation (of the 7th October, 1763) so far as the same relates to the said Province of Quebec, and the Commission under the authority whereof the Government of the said province is at present administered and all and every the Ordinance and Ordinances made by the Governor-in Council of Quebec for the time being relative to the civil government and the administration of justice in the said province—be and the same are hereby revoked, annulled and made void from and after the first day of May, 1775." bbox=[1054, 787, 1286, 897]
paragraph: I have already stated my concurrence in the reasons assigned by Mr. Justice Davies for answering the first question submitted in the negative. I am, however, unable to agree in his reasons and conclusions in regard to question No. 2 and must therefore express my own views upon it. bbox=[97, 347, 328, 412]
paragraph: says: bbox=[105, 1399, 129, 1410]
paragraph: Sec. 11 contains a similar provision in regard to other defective registers; and s. 15 of the same statute is as follows; bbox=[1294, 359, 1525, 388]
